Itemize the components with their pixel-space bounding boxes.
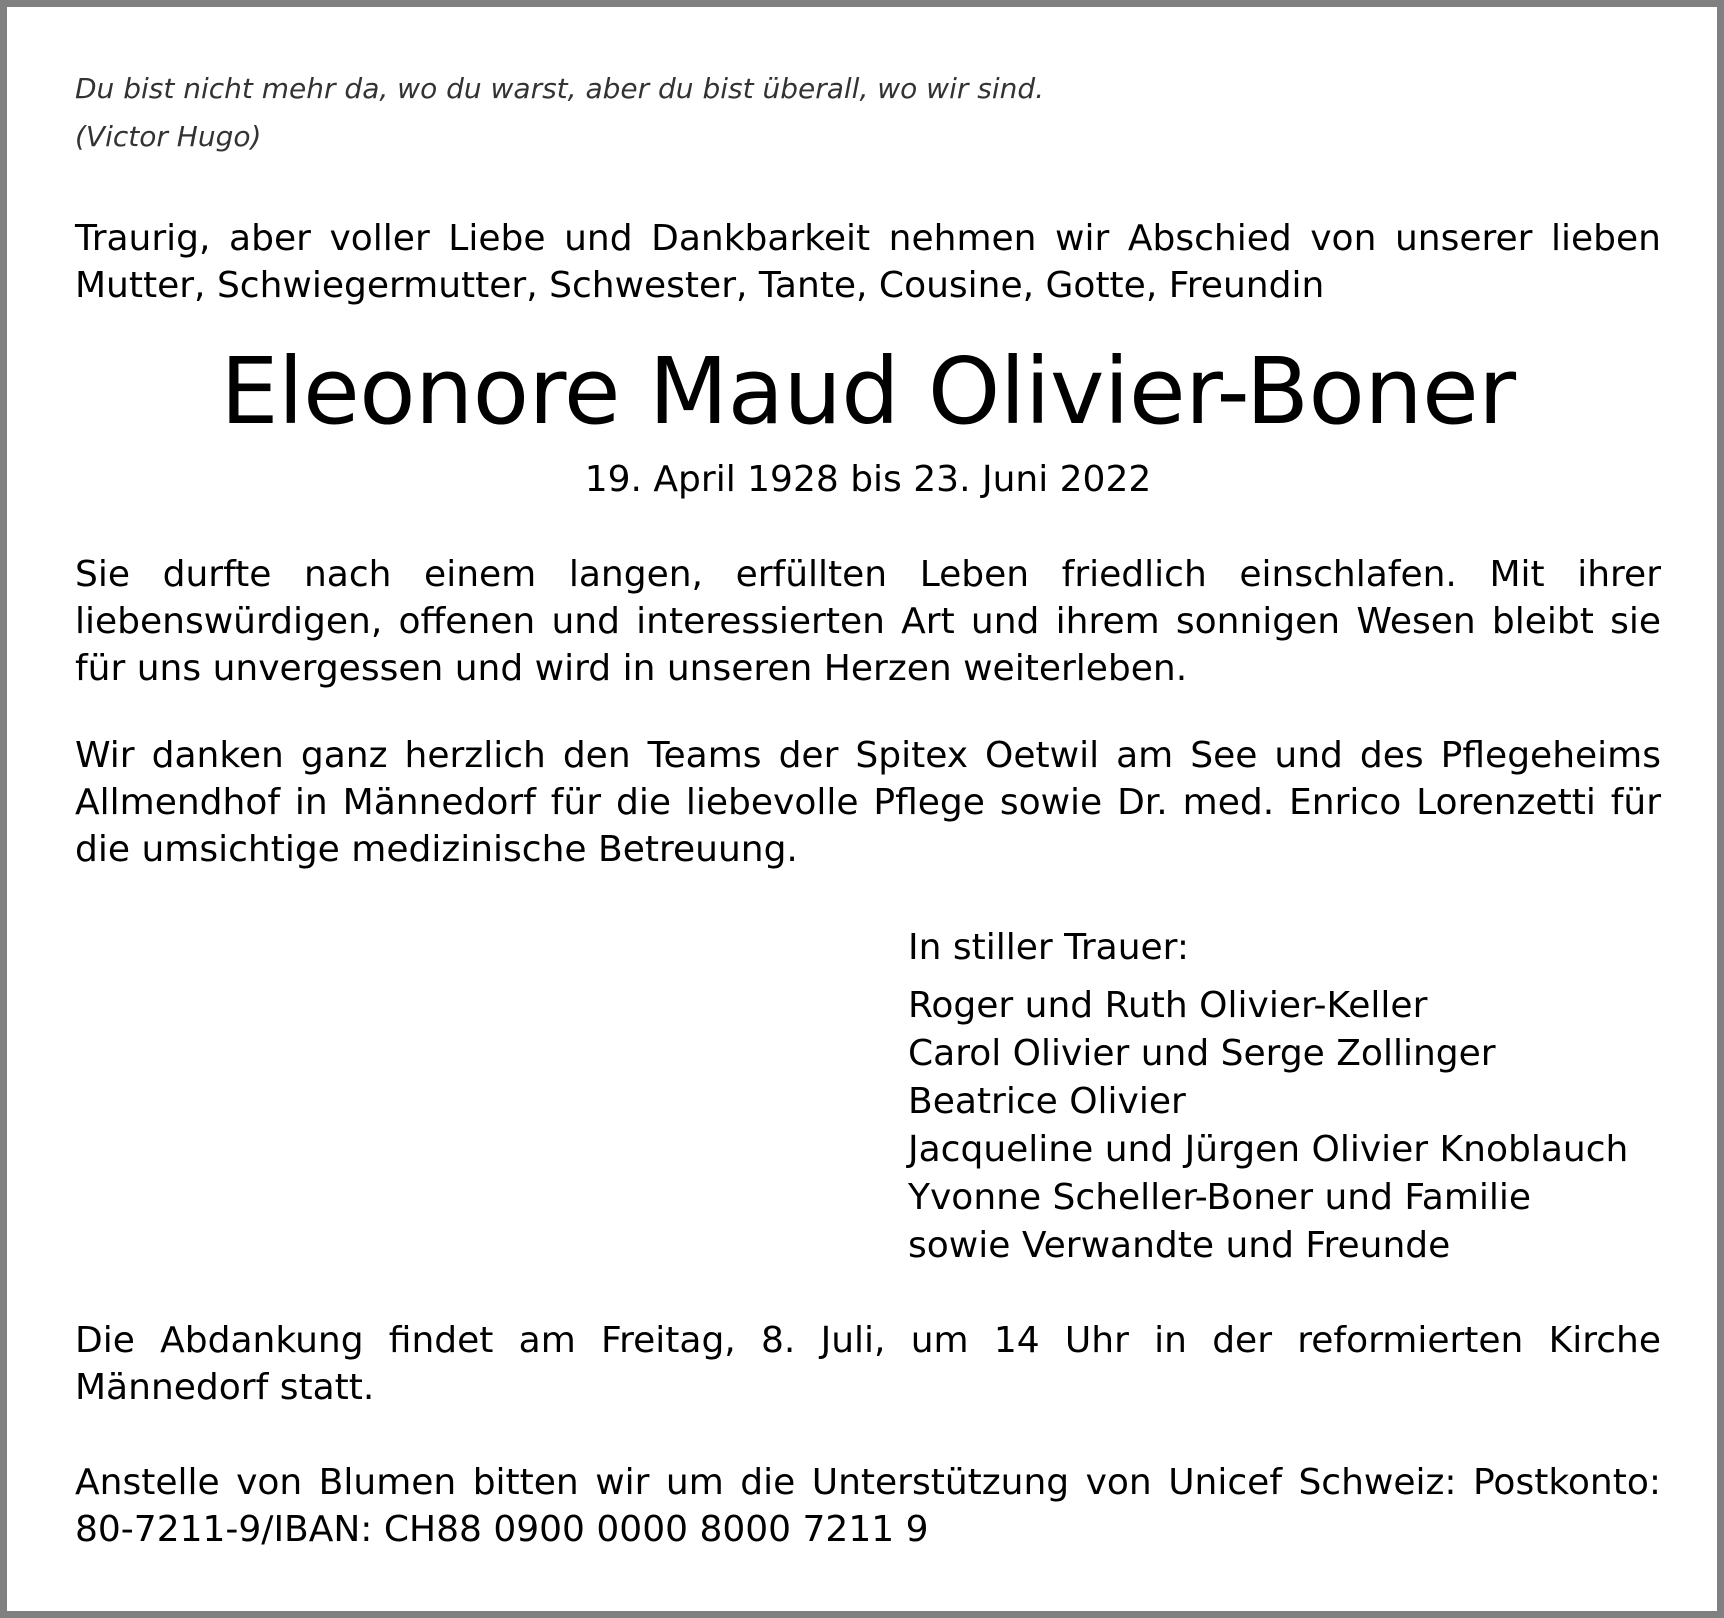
life-paragraph: Sie durfte nach einem langen, erfüllten Leben friedlich einschlafen. Mit ihrer liebenswürdigen, offenen und interessierten Art und ihrem sonnigen Wesen bleibt sie für uns unvergessen und wird in unseren Herzen weiterleben. (75, 554, 1661, 689)
intro-paragraph: Traurig, aber voller Liebe und Dankbarkeit nehmen wir Abschied von unserer lieben Mutter, Schwiegermutter, Schwester, Tante, Cousine, Gotte, Freundin (75, 218, 1661, 306)
epigraph-quote (75, 65, 1044, 161)
mourner-name: Yvonne Scheller-Boner und Familie (908, 1177, 1532, 1218)
mourner-name: Jacqueline und Jürgen Olivier Knoblauch (908, 1129, 1629, 1170)
mourner-name: Roger und Ruth Olivier-Keller (908, 985, 1428, 1026)
donation-paragraph: Anstelle von Blumen bitten wir um die Unterstützung von Unicef Schweiz: Postkonto: 80-7211-9/IBAN: CH88 0900 0000 8000 7211 9 (75, 1462, 1661, 1550)
mourner-name: sowie Verwandte und Freunde (908, 1225, 1451, 1266)
quote-text: Du bist nicht mehr da, wo du warst, aber du bist überall, wo wir sind. (75, 72, 1045, 105)
notice-content (75, 7, 1661, 1611)
mourner-name: Beatrice Olivier (908, 1081, 1186, 1122)
mourners-list (908, 924, 1628, 1270)
service-paragraph: Die Abdankung findet am Freitag, 8. Juli, um 14 Uhr in der reformierten Kirche Männedorf statt. (75, 1320, 1661, 1408)
mourner-name: Carol Olivier und Serge Zollinger (908, 1033, 1496, 1074)
thanks-paragraph: Wir danken ganz herzlich den Teams der Spitex Oetwil am See und des Pflegeheims Allmendhof in Männedorf für die liebevolle Pflege sowie Dr. med. Enrico Lorenzetti für die umsichtige medizinische Betreuung. (75, 735, 1661, 870)
deceased-name: Eleonore Maud Olivier-Boner (220, 338, 1516, 445)
quote-author: (Victor Hugo) (75, 120, 262, 153)
life-dates: 19. April 1928 bis 23. Juni 2022 (584, 459, 1152, 500)
mourners-heading: In stiller Trauer: (908, 927, 1189, 968)
